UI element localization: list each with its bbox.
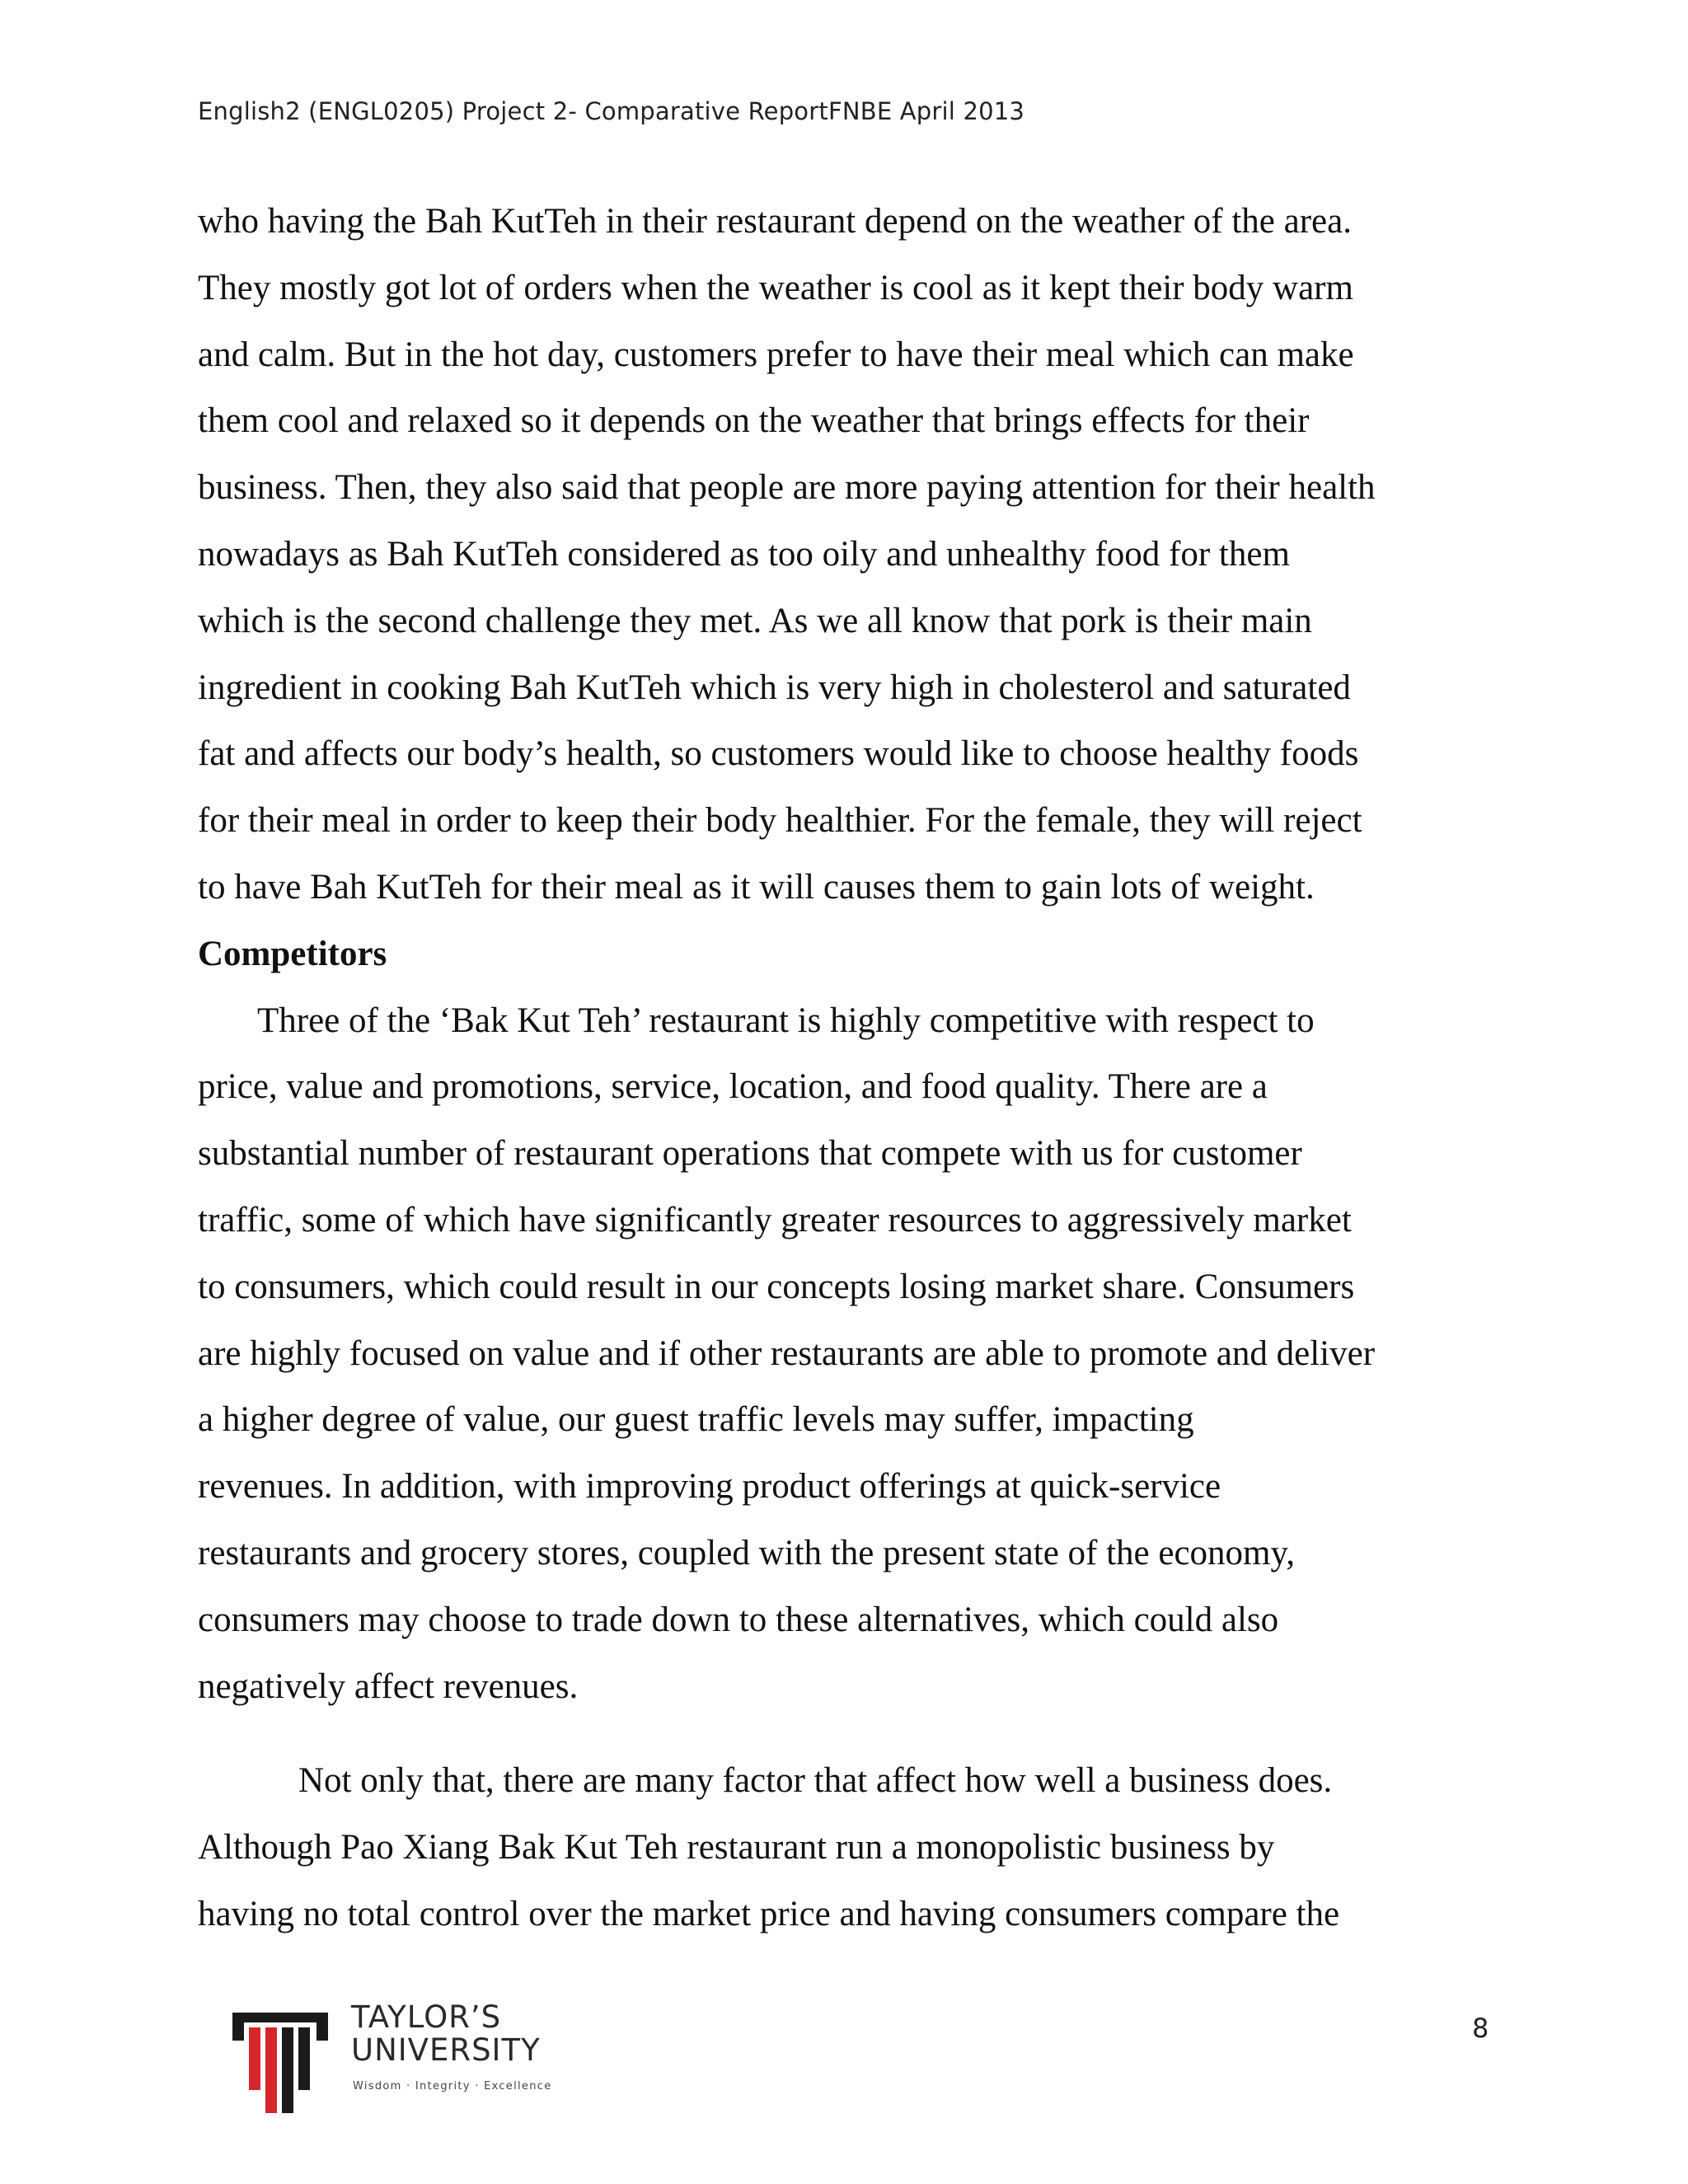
text-line: traffic, some of which have significantly greater resources to aggressively market	[198, 1200, 1352, 1240]
logo-line-2: UNIVERSITY	[351, 2032, 541, 2068]
text-line: and calm. But in the hot day, customers prefer to have their meal which can make	[198, 335, 1354, 374]
paragraph-factors	[198, 1748, 1517, 1947]
text-line: price, value and promotions, service, location, and food quality. There are a	[198, 1067, 1268, 1107]
text-line: who having the Bah KutTeh in their restaurant depend on the weather of the area.	[198, 202, 1352, 241]
logo-tagline: Wisdom · Integrity · Excellence	[353, 2080, 552, 2093]
text-line: substantial number of restaurant operations that compete with us for customer	[198, 1134, 1302, 1174]
logo-line-1: TAYLOR’S	[351, 1999, 502, 2035]
document-body	[198, 189, 1517, 1948]
text-line: are highly focused on value and if other restaurants are able to promote and deliver	[198, 1333, 1376, 1373]
text-line: Although Pao Xiang Bak Kut Teh restaurant run a monopolistic business by	[198, 1828, 1275, 1868]
text-line: having no total control over the market price and having consumers compare the	[198, 1894, 1340, 1933]
page-number: 8	[1472, 2013, 1489, 2044]
text-line: Three of the ‘Bak Kut Teh’ restaurant is highly competitive with respect to	[257, 1001, 1315, 1040]
text-line: to have Bah KutTeh for their meal as it will causes them to gain lots of weight.	[198, 867, 1315, 907]
paragraph-spacer	[198, 1720, 1517, 1748]
page-header: English2 (ENGL0205) Project 2- Comparative ReportFNBE April 2013	[198, 97, 1025, 125]
logo-wordmark	[351, 2001, 541, 2067]
text-line: ingredient in cooking Bah KutTeh which is very high in cholesterol and saturated	[198, 668, 1351, 707]
text-line: consumers may choose to trade down to these alternatives, which could also	[198, 1600, 1279, 1639]
text-line: restaurants and grocery stores, coupled with the present state of the economy,	[198, 1533, 1295, 1572]
section-heading: Competitors	[198, 934, 387, 973]
text-line: They mostly got lot of orders when the weather is cool as it kept their body warm	[198, 268, 1353, 307]
text-line: which is the second challenge they met. As we all know that pork is their main	[198, 601, 1312, 640]
text-line: negatively affect revenues.	[198, 1666, 579, 1706]
paragraph-competitors	[198, 988, 1517, 1721]
text-line: nowadays as Bah KutTeh considered as too oily and unhealthy food for them	[198, 534, 1290, 574]
text-line: them cool and relaxed so it depends on the weather that brings effects for their	[198, 401, 1310, 441]
text-line: for their meal in order to keep their body healthier. For the female, they will reject	[198, 801, 1362, 841]
text-line: business. Then, they also said that people are more paying attention for their health	[198, 468, 1376, 508]
text-line: Not only that, there are many factor that affect how well a business does.	[298, 1761, 1333, 1801]
taylors-logo-mark-icon	[231, 2009, 330, 2116]
text-line: to consumers, which could result in our concepts losing market share. Consumers	[198, 1267, 1355, 1306]
text-line: a higher degree of value, our guest traffic levels may suffer, impacting	[198, 1400, 1194, 1440]
text-line: fat and affects our body’s health, so customers would like to choose healthy foods	[198, 734, 1359, 774]
taylors-university-logo	[231, 2001, 577, 2116]
text-line: revenues. In addition, with improving product offerings at quick-service	[198, 1467, 1221, 1507]
paragraph-challenges	[198, 189, 1517, 921]
